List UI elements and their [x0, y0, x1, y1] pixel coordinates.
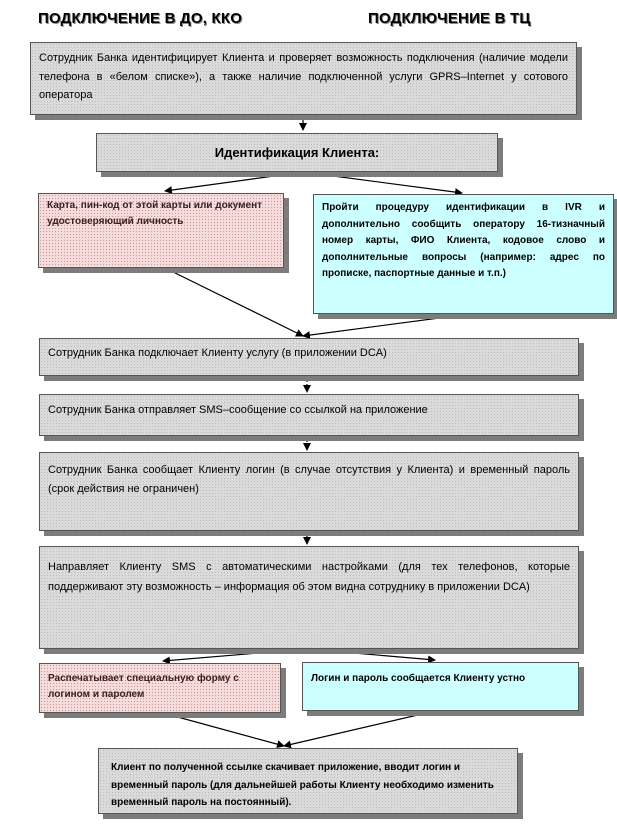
- header-mall-connection: ПОДКЛЮЧЕНИЕ В ТЦ: [368, 10, 531, 27]
- header-branch-connection: ПОДКЛЮЧЕНИЕ В ДО, ККО: [38, 10, 243, 27]
- step-send-login: Сотрудник Банка сообщает Клиенту логин (в случае отсутствия у Клиента) и временный пароль (срок действия не ограничен): [39, 452, 579, 531]
- step-check-eligibility: Сотрудник Банка идентифицирует Клиента и проверяет возможность подключения (наличие модели телефона в «белом списке»), а также наличие подключенной услуги GPRS–Internet у сотового оператора: [30, 42, 577, 115]
- arrow-identification-to-card: [165, 172, 303, 191]
- option-card-pin-document: Карта, пин-код от этой карты или документ удостоверяющий личность: [38, 193, 284, 268]
- arrow-identification-to-ivr: [303, 172, 462, 193]
- arrow-settings-to-print: [163, 649, 307, 661]
- option-ivr-identification: Пройти процедуру идентификации в IVR и дополнительно сообщить оператору 16-тизначный номер карты, ФИО Клиента, кодовое слово и дополнительные вопросы (например: адрес по прописке, паспортные данные и т.п.): [313, 194, 614, 314]
- arrow-card-to-connect: [165, 268, 303, 336]
- step-connect-service: Сотрудник Банка подключает Клиенту услугу (в приложении DCA): [39, 338, 579, 376]
- option-print-form: Распечатывает специальную форму с логином и паролем: [39, 663, 281, 713]
- arrow-verbal-to-final: [284, 711, 435, 746]
- step-send-settings-sms: Направляет Клиенту SMS с автоматическими настройками (для тех телефонов, которые поддерживают эту возможность – информация об этом видна сотруднику в приложении DCA): [39, 546, 579, 649]
- step-client-download: Клиент по полученной ссылке скачивает приложение, вводит логин и временный пароль (для дальнейшей работы Клиенту необходимо изменить временный пароль на постоянный).: [98, 748, 518, 814]
- arrow-settings-to-verbal: [307, 649, 435, 660]
- arrow-print-to-final: [163, 713, 284, 746]
- step-send-sms-link: Сотрудник Банка отправляет SMS–сообщение со ссылкой на приложение: [39, 394, 579, 436]
- step-identification: Идентификация Клиента:: [96, 133, 498, 172]
- arrow-ivr-to-connect: [303, 315, 462, 336]
- option-verbal-credentials: Логин и пароль сообщается Клиенту устно: [302, 662, 579, 711]
